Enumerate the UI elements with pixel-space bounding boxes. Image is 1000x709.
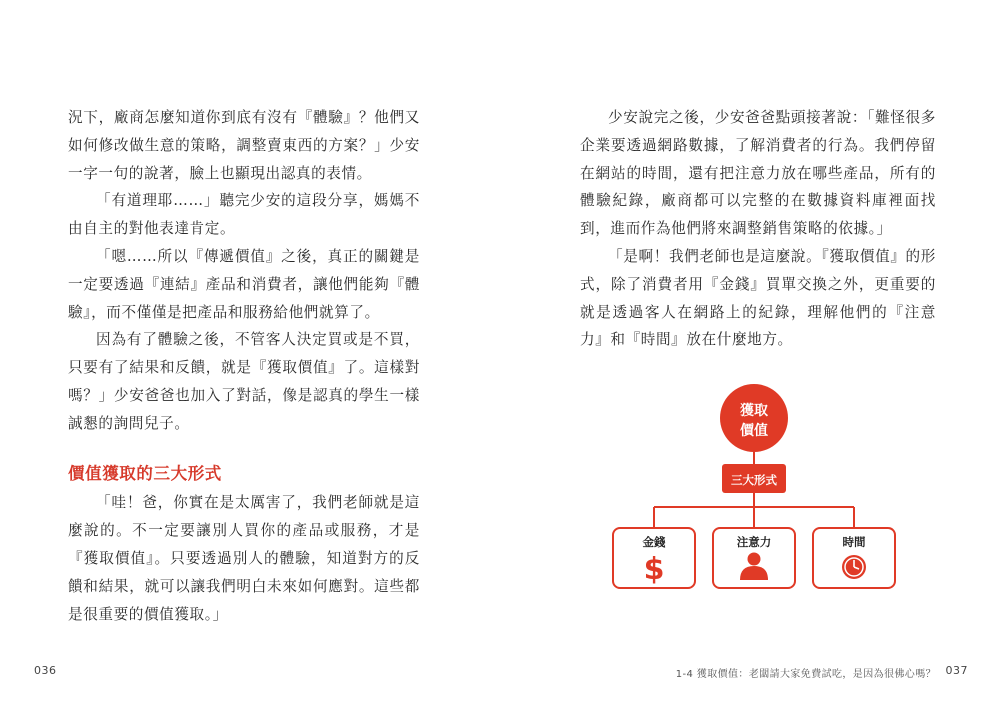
paragraph: 因為有了體驗之後，不管客人決定買或是不買，只要有了結果和反饋，就是『獲取價值』了。這樣對嗎？」少安爸爸也加入了對話，像是認真的學生一樣誠懇的詢問兒子。 <box>68 331 420 432</box>
right-page <box>500 0 1000 709</box>
diagram-graphics <box>500 0 1000 709</box>
leaf-label-money: 金錢 <box>642 535 666 549</box>
page-number-right: 037 <box>945 664 968 677</box>
paragraph: 少安說完之後，少安爸爸點頭接著說：「難怪很多企業要透過網路數據，了解消費者的行為。我們停留在網站的時間，還有把注意力放在哪些產品，所有的體驗紀錄，廠商都可以完整的在數據資料庫裡面找到，進而作為他們將來調整銷售策略的依據。」 <box>580 109 936 238</box>
leaf-label-attention: 注意力 <box>736 535 772 549</box>
root-node-label <box>722 401 786 441</box>
section-heading: 價值獲取的三大形式 <box>68 463 222 483</box>
paragraph: 「有道理耶……」聽完少安的這段分享，媽媽不由自主的對他表達肯定。 <box>68 192 420 238</box>
page-number-left: 036 <box>34 664 57 677</box>
chapter-footer: 1-4 獲取價值：老闆請大家免費試吃，是因為很佛心嗎？ <box>675 669 936 680</box>
root-label-line2: 價值 <box>740 423 768 439</box>
paragraph: 「哇！爸，你實在是太厲害了，我們老師就是這麼說的。不一定要讓別人買你的產品或服務，才是『獲取價值』。只要透過別人的體驗，知道對方的反饋和結果，就可以讓我們明白未來如何應對。這些都是很重要的價值獲取。」 <box>68 494 420 623</box>
leaf-label-time: 時間 <box>842 535 866 549</box>
value-capture-diagram <box>500 0 1000 709</box>
root-label-line1: 獲取 <box>740 403 768 419</box>
dollar-icon: $ <box>643 552 665 587</box>
left-page-text <box>68 104 420 628</box>
clock-icon <box>842 555 866 579</box>
middle-node-label: 三大形式 <box>731 473 777 487</box>
paragraph: 「嗯……所以『傳遞價值』之後，真正的關鍵是一定要透過『連結』產品和消費者，讓他們能夠『體驗』，而不僅僅是把產品和服務給他們就算了。 <box>68 247 420 321</box>
paragraph: 「是啊！我們老師也是這麼說。『獲取價值』的形式，除了消費者用『金錢』買單交換之外，更重要的就是透過客人在網路上的紀錄，理解他們的『注意力』和『時間』放在什麼地方。 <box>580 247 936 349</box>
paragraph: 況下，廠商怎麼知道你到底有沒有『體驗』？他們又如何修改做生意的策略，調整賣東西的方案？」少安一字一句的說著，臉上也顯現出認真的表情。 <box>68 109 420 182</box>
